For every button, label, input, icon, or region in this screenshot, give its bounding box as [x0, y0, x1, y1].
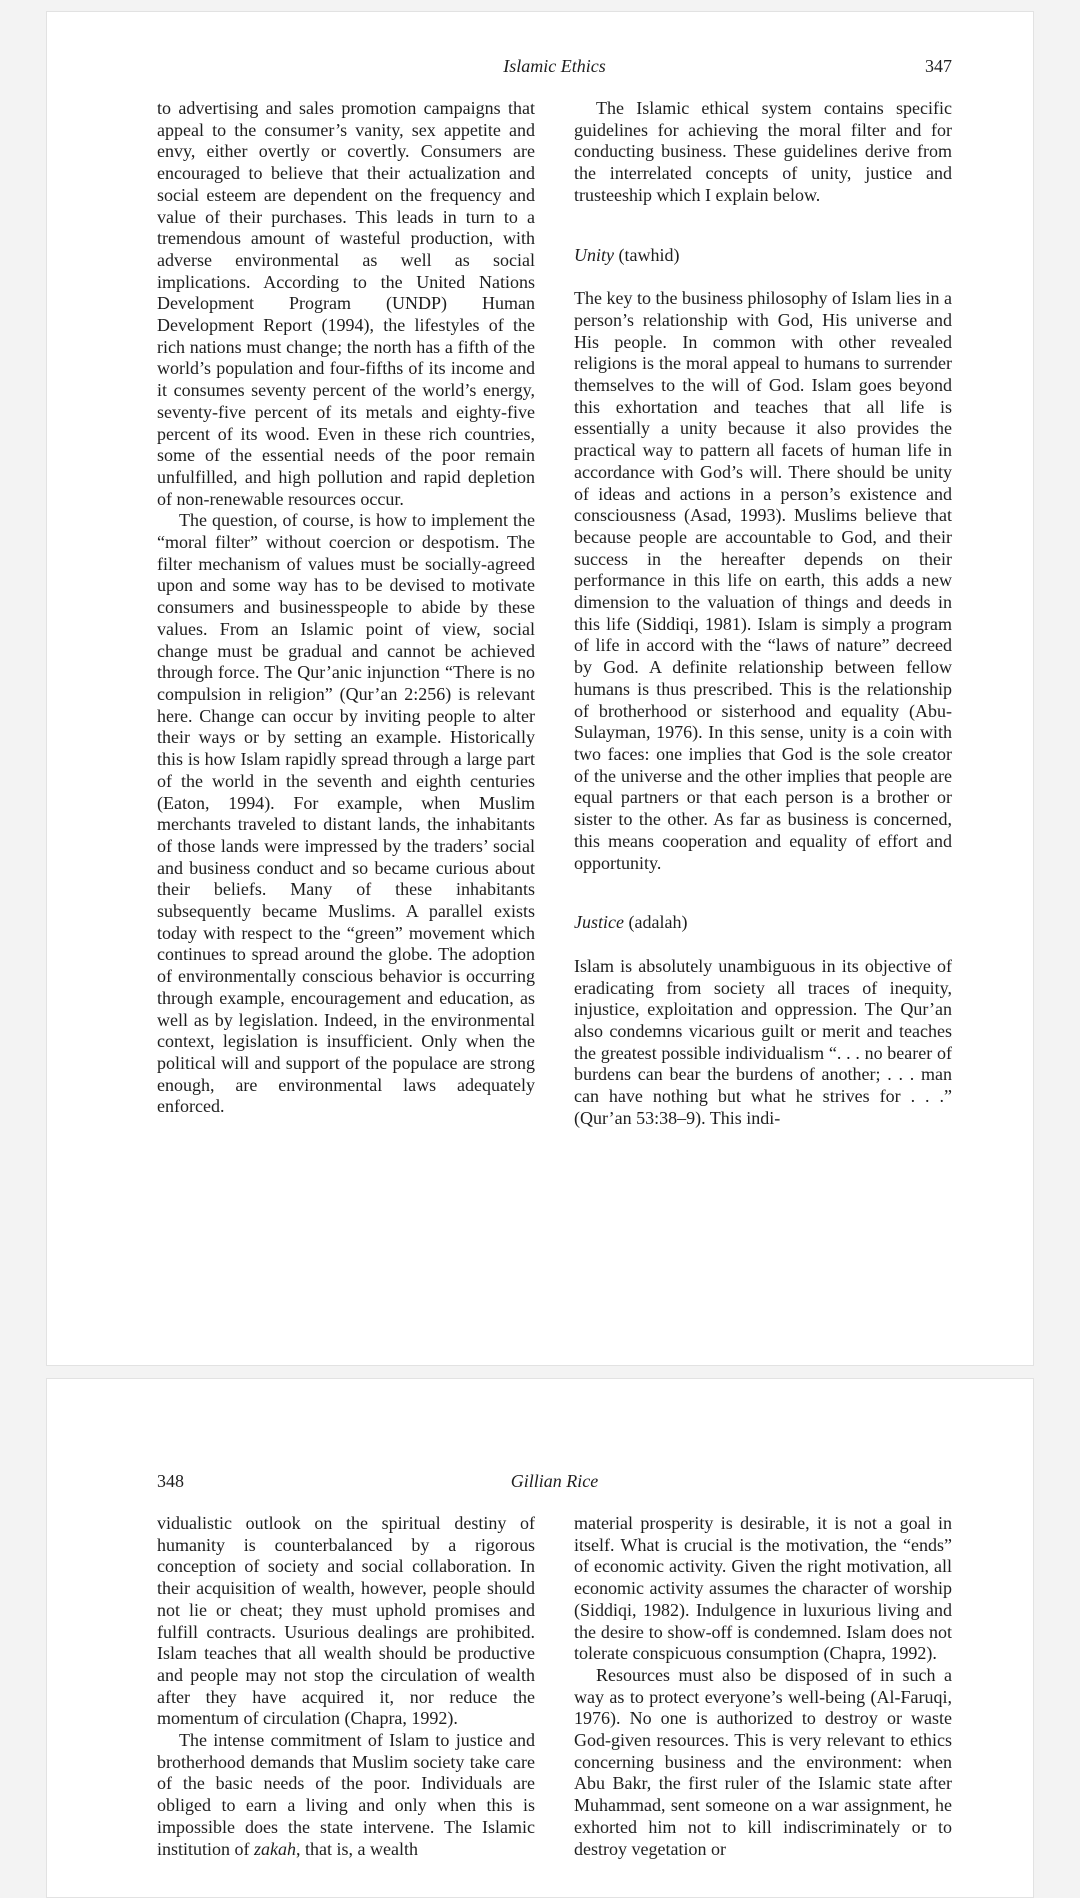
right-column [574, 98, 952, 1130]
page-number: 347 [925, 56, 952, 76]
page-348 [46, 1378, 1034, 1898]
paragraph: The question, of course, is how to implement the “moral filter” without coercion or despotism. The filter mechanism of values must be socially-agreed upon and some way has to be devised to motivate consumers and businesspeople to abide by these values. From an Islamic point of view, social change must be gradual and cannot be achieved through force. The Qur’anic injunction “There is no compulsion in religion” (Qur’an 2:256) is relevant here. Change can occur by inviting people to alter their ways or by setting an example. Historically this is how Islam rapidly spread through a large part of the world in the seventh and eighth centuries (Eaton, 1994). For example, when Muslim merchants traveled to distant lands, the inhabitants of those lands were impressed by the traders’ social and business conduct and so became curious about their beliefs. Many of these inhabitants subsequently became Muslims. A parallel exists today with respect to the “green” movement which continues to spread around the globe. The adoption of environmentally conscious behavior is occurring through example, encouragement and education, as well as by legislation. Indeed, in the environmental context, legislation is insufficient. Only when the political will and support of the populace are strong enough, are environmental laws adequately enforced. [157, 510, 535, 1117]
paragraph: to advertising and sales promotion campaigns that appeal to the consumer’s vanity, sex appetite and envy, either overtly or covertly. Consumers are encouraged to believe that their actualization and social esteem are dependent on the frequency and value of their purchases. This leads in turn to a tremendous amount of wasteful production, with adverse environmental as well as social implications. According to the United Nations Development Program (UNDP) Human Development Report (1994), the lifestyles of the rich nations must change; the north has a fifth of the world’s population and four-fifths of its income and it consumes seventy percent of the world’s energy, seventy-five percent of its metals and eighty-five percent of its wood. Even in these rich countries, some of the essential needs of the poor remain unfulfilled, and high pollution and rapid depletion of non-renewable resources occur. [157, 98, 535, 509]
page-number: 348 [157, 1471, 184, 1491]
paragraph: Islam is absolutely unambiguous in its objective of eradicating from society all traces of inequity, injustice, exploitation and oppression. The Qur’an also condemns vicarious guilt or merit and teaches the greatest possible individualism “. . . no bearer of burdens can bear the burdens of another; . . . man can have nothing but what he strives for . . .” (Qur’an 53:38–9). This indi- [574, 955, 952, 1128]
heading-gloss: (adalah) [623, 912, 688, 933]
paragraph: material prosperity is desirable, it is not a goal in itself. What is crucial is the motivation, the “ends” of economic activity. Given the right motivation, all economic activity assumes the character of worship (Siddiqi, 1982). Indulgence in luxurious living and the desire to show-off is condemned. Islam does not tolerate conspicuous consumption (Chapra, 1992). [574, 1513, 952, 1664]
text-run: , that is, a wealth [296, 1838, 418, 1859]
left-column [157, 1513, 535, 1860]
text-run: The intense commitment of Islam to justice and brotherhood demands that Muslim society take care of the basic needs of the poor. Individuals are obliged to earn a living and only when this is impossible does the state intervene. The Islamic institution of [157, 1730, 535, 1859]
paragraph: The Islamic ethical system contains specific guidelines for achieving the moral filter and for conducting business. These guidelines derive from the interrelated concepts of unity, justice and trusteeship which I explain below. [574, 98, 952, 205]
section-heading-unity [574, 245, 952, 267]
paragraph: vidualistic outlook on the spiritual destiny of humanity is counterbalanced by a rigorous conception of society and social collaboration. In their acquisition of wealth, however, people should not lie or cheat; they must uphold promises and fulfill contracts. Usurious dealings are prohibited. Islam teaches that all wealth should be productive and people may not stop the circulation of wealth after they have acquired it, nor reduce the momentum of circulation (Chapra, 1992). [157, 1513, 535, 1729]
paragraph: The key to the business philosophy of Islam lies in a person’s relationship with God, His universe and His people. In common with other revealed religions is the moral appeal to humans to surrender themselves to the will of God. Islam goes beyond this exhortation and teaches that all life is essentially a unity because it also provides the practical way to pattern all facets of human life in accordance with God’s will. There should be unity of ideas and actions in a person’s existence and consciousness (Asad, 1993). Muslims believe that because people are accountable to God, and their success in the hereafter depends on their performance in this life on earth, this adds a new dimension to the valuation of things and deeds in this life (Siddiqi, 1981). Islam is simply a program of life in accord with the “laws of nature” decreed by God. A definite relationship between fellow humans is thus prescribed. This is the relationship of brotherhood or sisterhood and equality (Abu-Sulayman, 1976). In this sense, unity is a coin with two faces: one implies that God is the sole creator of the universe and the other implies that people are equal partners or that each person is a brother or sister to the other. As far as business is concerned, this means cooperation and equality of effort and opportunity. [574, 288, 952, 873]
heading-term: Unity [574, 244, 614, 265]
running-head [157, 1471, 952, 1499]
running-title: Gillian Rice [510, 1471, 599, 1491]
left-column [157, 98, 535, 1118]
paragraph: Resources must also be disposed of in such a way as to protect everyone’s well-being (Al-Faruqi, 1976). No one is authorized to destroy or waste God-given resources. This is very relevant to ethics concerning business and the environment: when Abu Bakr, the first ruler of the Islamic state after Muhammad, sent someone on a war assignment, he exhorted him not to kill indiscriminately or to destroy vegetation or [574, 1664, 952, 1859]
italic-term: zakah [254, 1838, 297, 1859]
page-347 [46, 11, 1034, 1366]
heading-gloss: (tawhid) [614, 244, 680, 265]
right-column [574, 1513, 952, 1860]
heading-term: Justice [574, 912, 624, 933]
section-heading-justice [574, 912, 952, 934]
running-title: Islamic Ethics [503, 56, 606, 76]
running-head [157, 56, 952, 84]
paragraph [157, 1730, 535, 1860]
